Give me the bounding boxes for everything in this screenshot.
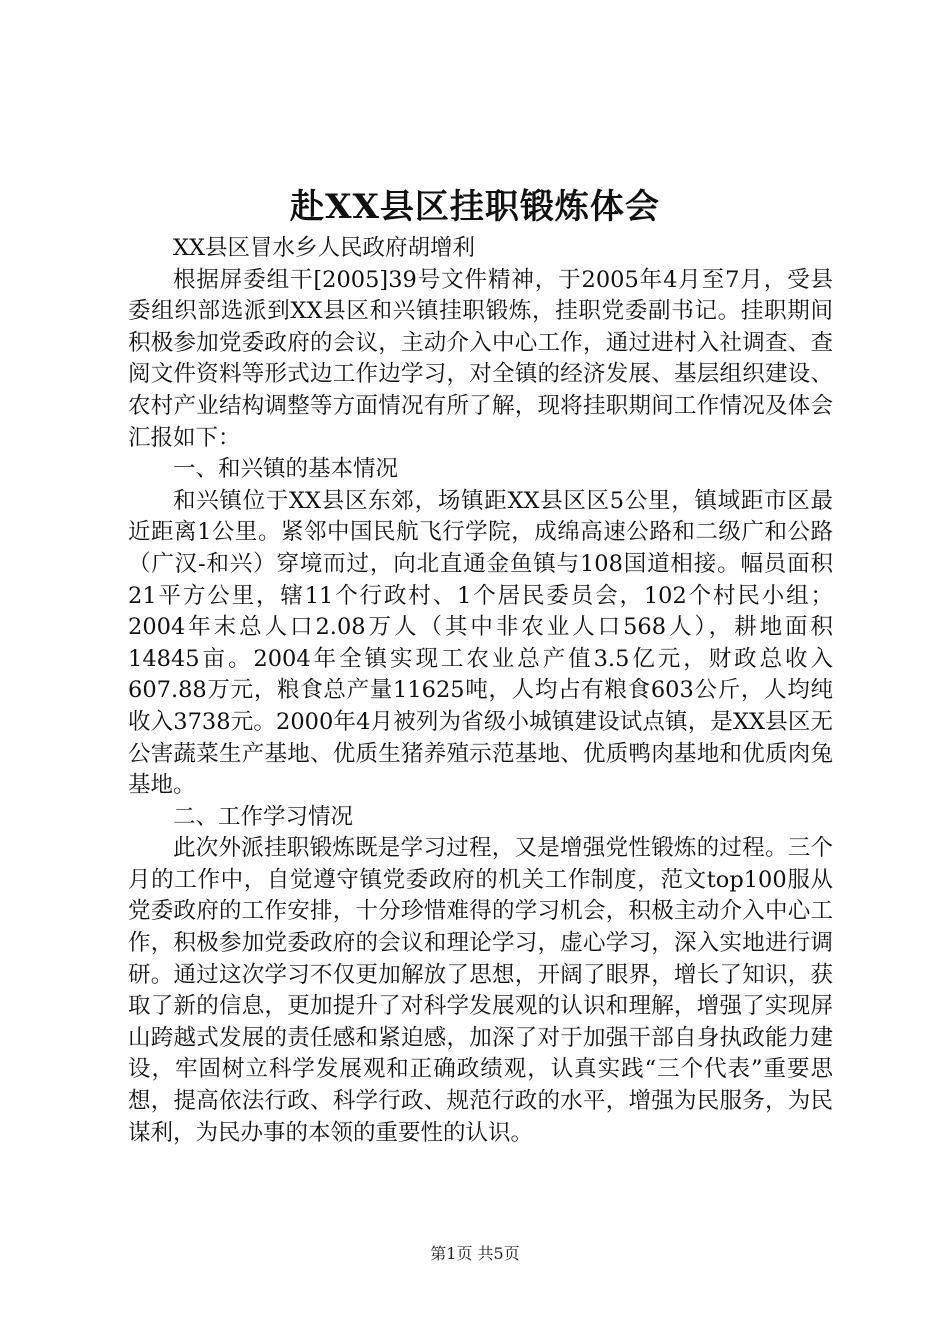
document-title: 赴XX县区挂职锻炼体会: [290, 187, 660, 227]
section-2-paragraph: 此次外派挂职锻炼既是学习过程，又是增强党性锻炼的过程。三个月的工作中，自觉遵守镇党委政府的机关工作制度，范文top100服从党委政府的工作安排，十分珍惜难得的学习机会，积极主动介入中心工作，积极参加党委政府的会议和理论学习，虚心学习，深入实地进行调研。通过这次学习不仅更加解放了思想，开阔了眼界，增长了知识，获取了新的信息，更加提升了对科学发展观的认识和理解，增强了实现屏山跨越式发展的责任感和紧迫感，加深了对于加强干部自身执政能力建设，牢固树立科学发展观和正确政绩观，认真实践“三个代表”重要思想，提高依法行政、科学行政、规范行政的水平，增强为民服务，为民谋利，为民办事的本领的重要性的认识。: [128, 835, 833, 1146]
section-1-paragraph: 和兴镇位于XX县区东郊，场镇距XX县区区5公里，镇域距市区最近距离1公里。紧邻中国民航飞行学院，成绵高速公路和二级广和公路（广汉-和兴）穿境而过，向北直通金鱼镇与108国道相接。幅员面积21平方公里，辖11个行政村、1个居民委员会，102个村民小组；2004年末总人口2.08万人（其中非农业人口568人），耕地面积14845亩。2004年全镇实现工农业总产值3.5亿元，财政总收入607.88万元，粮食总产量11625吨，人均占有粮食603公斤，人均纯收入3738元。2000年4月被列为省级小城镇建设试点镇，是XX县区无公害蔬菜生产基地、优质生猪养殖示范基地、优质鸭肉基地和优质肉兔基地。: [128, 487, 833, 799]
author-line: XX县区冒水乡人民政府胡增利: [173, 235, 476, 261]
section-heading-1: 一、和兴镇的基本情况: [173, 456, 399, 483]
intro-paragraph: 根据屏委组干[2005]39号文件精神，于2005年4月至7月，受县委组织部选派到XX县区和兴镇挂职锻炼，挂职党委副书记。挂职期间积极参加党委政府的会议，主动介入中心工作，通过进村入社调查、查阅文件资料等形式边工作边学习，对全镇的经济发展、基层组织建设、农村产业结构调整等方面情况有所了解，现将挂职期间工作情况及体会汇报如下：: [128, 266, 833, 451]
section-heading-2: 二、工作学习情况: [173, 803, 354, 830]
page-footer: 第1页 共5页: [430, 1244, 520, 1263]
document-body: [128, 233, 833, 1149]
